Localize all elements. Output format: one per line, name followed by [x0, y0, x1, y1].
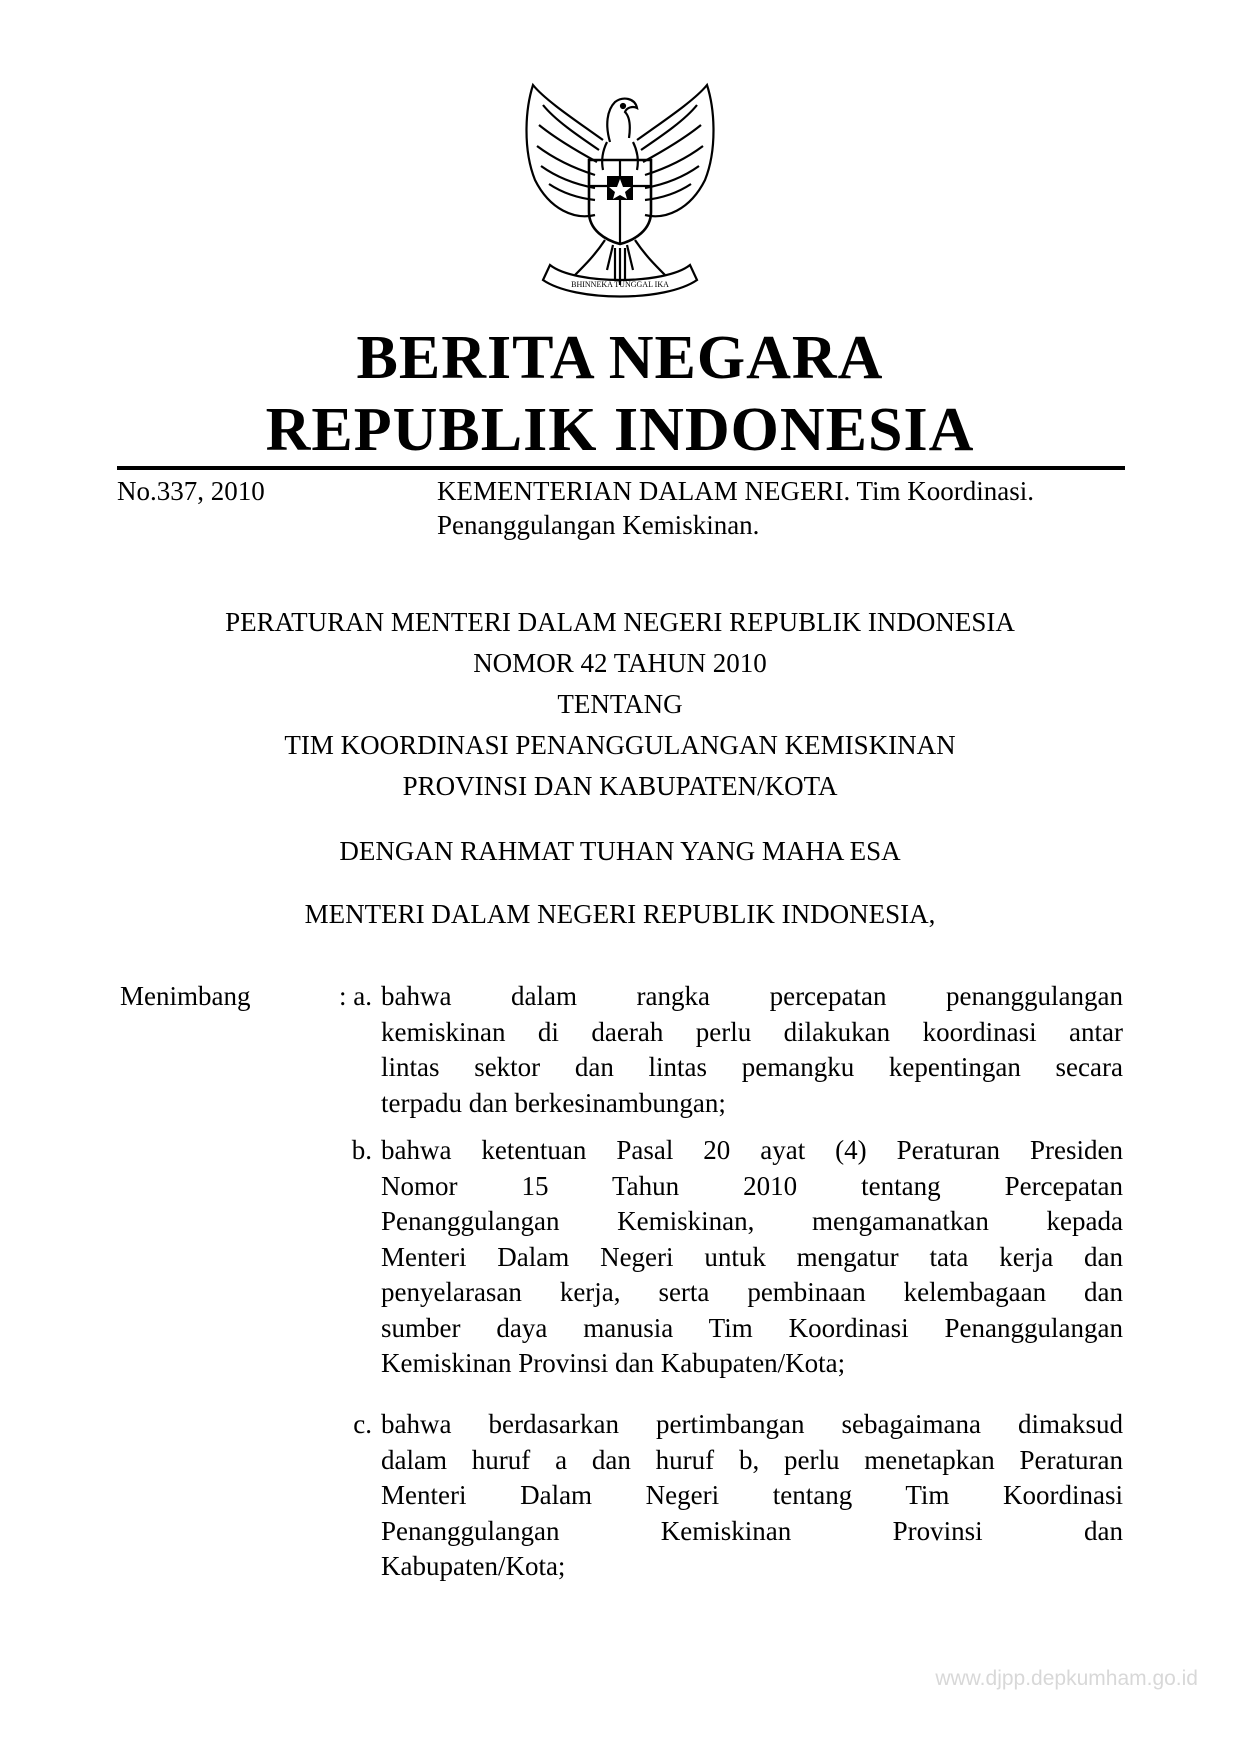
item-line: penyelarasan kerja, serta pembinaan kelembagaan dan	[381, 1277, 1123, 1307]
preamble-rahmat: DENGAN RAHMAT TUHAN YANG MAHA ESA	[339, 836, 901, 866]
item-line: Kemiskinan Provinsi dan Kabupaten/Kota;	[381, 1348, 846, 1378]
gazette-number: No.337, 2010	[117, 476, 265, 506]
item-line: sumber daya manusia Tim Koordinasi Penanggulangan	[381, 1312, 1123, 1343]
item-line: Nomor 15 Tahun 2010 tentang Percepatan	[381, 1170, 1123, 1201]
gazette-description-line: Penanggulangan Kemiskinan.	[437, 510, 760, 540]
gazette-title: BERITA NEGARA	[356, 324, 884, 392]
gazette-subtitle: REPUBLIK INDONESIA	[265, 396, 975, 464]
watermark-url: www.djpp.depkumham.go.id	[935, 1667, 1198, 1690]
item-line: Kabupaten/Kota;	[381, 1551, 566, 1581]
item-line: lintas sektor dan lintas pemangku kepentingan secara	[381, 1052, 1123, 1082]
item-text	[381, 1407, 1123, 1585]
gazette-description	[437, 474, 1137, 542]
svg-text:BHINNEKA TUNGGAL IKA: BHINNEKA TUNGGAL IKA	[571, 280, 669, 289]
regulation-subject: PROVINSI DAN KABUPATEN/KOTA	[402, 771, 838, 801]
item-line: Menteri Dalam Negeri untuk mengatur tata kerja dan	[381, 1241, 1123, 1272]
menimbang-label: Menimbang	[120, 981, 251, 1011]
header-divider	[117, 466, 1125, 470]
item-marker: : a.	[339, 981, 372, 1011]
item-line: Menteri Dalam Negeri tentang Tim Koordinasi	[381, 1480, 1123, 1510]
regulation-tentang: TENTANG	[557, 689, 683, 719]
garuda-emblem-icon	[515, 80, 725, 300]
item-line: bahwa ketentuan Pasal 20 ayat (4) Peraturan Presiden	[381, 1135, 1123, 1165]
preamble-menteri: MENTERI DALAM NEGERI REPUBLIK INDONESIA,	[304, 899, 936, 929]
item-marker: c.	[353, 1409, 372, 1439]
item-line: kemiskinan di daerah perlu dilakukan koordinasi antar	[381, 1016, 1123, 1047]
item-text	[381, 1133, 1123, 1382]
item-line: terpadu dan berkesinambungan;	[381, 1087, 726, 1118]
gazette-description-line: KEMENTERIAN DALAM NEGERI. Tim Koordinasi.	[437, 476, 1034, 506]
item-line: bahwa berdasarkan pertimbangan sebagaimana dimaksud	[381, 1409, 1123, 1439]
item-line: bahwa dalam rangka percepatan penanggulangan	[381, 981, 1123, 1011]
regulation-subject: TIM KOORDINASI PENANGGULANGAN KEMISKINAN	[284, 730, 956, 760]
item-line: Penanggulangan Kemiskinan Provinsi dan	[381, 1515, 1123, 1546]
item-line: Penanggulangan Kemiskinan, mengamanatkan kepada	[381, 1206, 1123, 1236]
regulation-number: NOMOR 42 TAHUN 2010	[473, 648, 767, 678]
regulation-title: PERATURAN MENTERI DALAM NEGERI REPUBLIK INDONESIA	[225, 607, 1015, 637]
item-marker: b.	[351, 1135, 372, 1165]
item-text	[381, 979, 1123, 1121]
regulation-heading	[0, 602, 1240, 807]
item-line: dalam huruf a dan huruf b, perlu menetapkan Peraturan	[381, 1444, 1123, 1475]
